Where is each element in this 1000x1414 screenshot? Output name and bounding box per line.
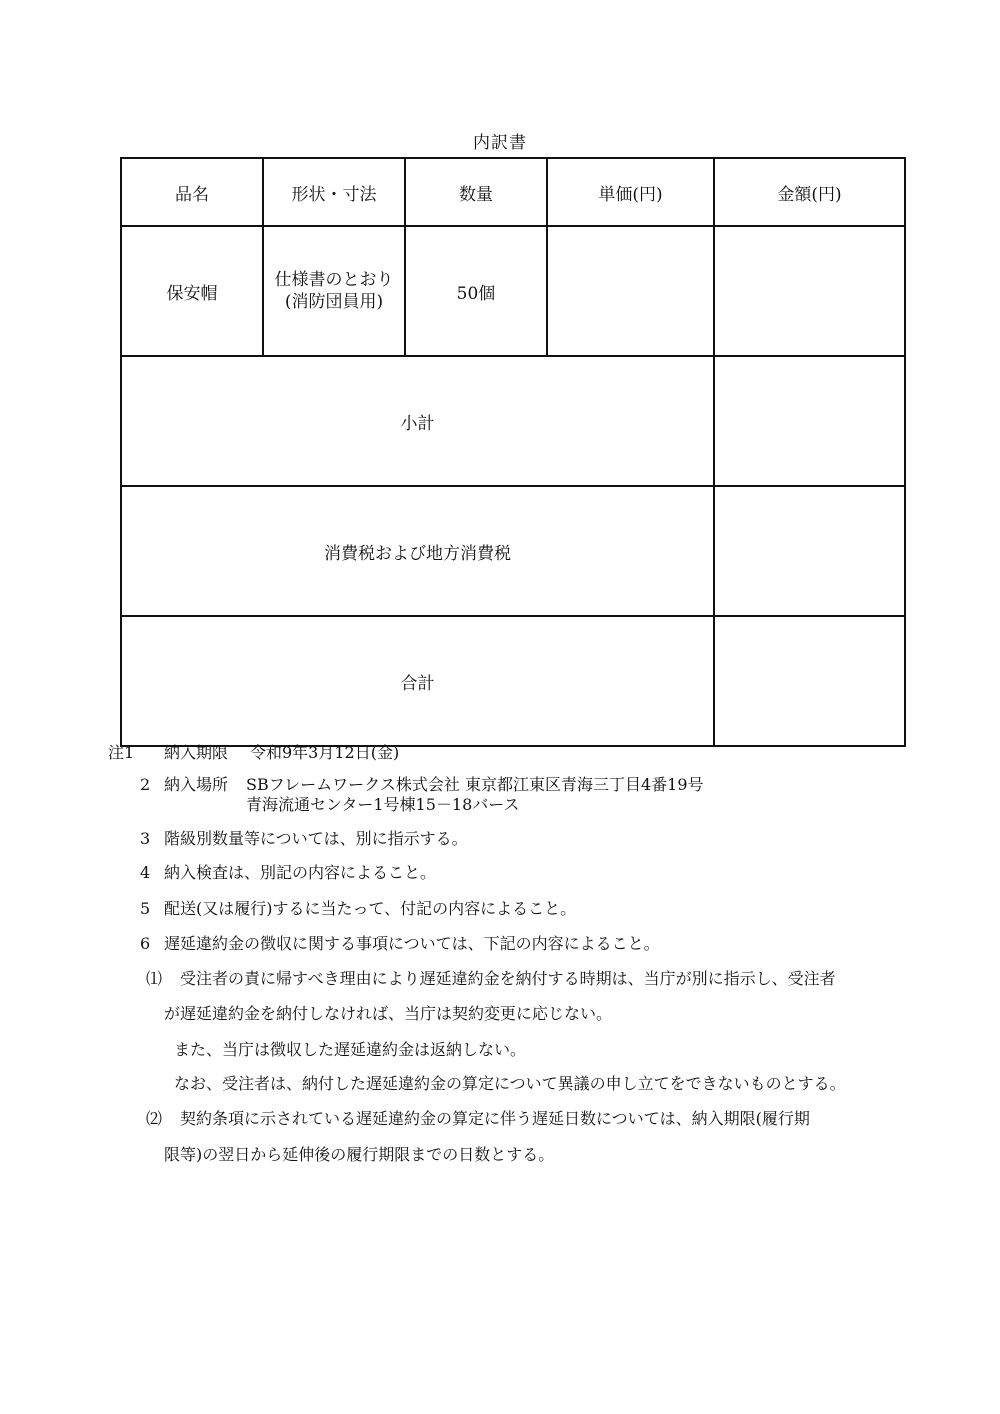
- breakdown-table: [120, 157, 906, 747]
- note-2-number: 2: [140, 775, 151, 794]
- subtotal-label: 小計: [121, 356, 714, 486]
- item-quantity-cell: 50個: [405, 226, 547, 356]
- note-2-label: 納入場所: [164, 775, 229, 794]
- note-6-number: 6: [140, 934, 151, 953]
- note-2-content-line2: 青海流通センター1号棟15－18バース: [246, 795, 520, 814]
- note-3-text: 階級別数量等については、別に指示する。: [164, 829, 468, 848]
- table-row: [121, 226, 905, 356]
- header-unit-price: 単価(円): [547, 158, 714, 226]
- header-quantity: 数量: [405, 158, 547, 226]
- document-title: 内訳書: [473, 133, 527, 153]
- subitem-1-line4: なお、受注者は、納付した遅延違約金の算定について異議の申し立てをできないものとする。: [174, 1074, 846, 1093]
- tax-label: 消費税および地方消費税: [121, 486, 714, 616]
- header-item-name: 品名: [121, 158, 263, 226]
- total-row: [121, 616, 905, 746]
- tax-amount-cell: [714, 486, 905, 616]
- tax-row: [121, 486, 905, 616]
- item-spec-line1: 仕様書のとおり: [274, 270, 394, 290]
- note-6-text: 遅延違約金の徴収に関する事項については、下記の内容によること。: [164, 934, 660, 953]
- subitem-1-line3: また、当庁は徴収した遅延違約金は返納しない。: [174, 1040, 527, 1059]
- note-1-content: 令和9年3月12日(金): [250, 743, 400, 762]
- table-header-row: [121, 158, 905, 226]
- subtotal-row: [121, 356, 905, 486]
- note-4-number: 4: [140, 863, 151, 882]
- note-1-label: 納入期限: [164, 743, 229, 762]
- note-1-number: 注1: [108, 743, 135, 762]
- subitem-1-number: ⑴: [146, 969, 163, 988]
- item-amount-cell: [714, 226, 905, 356]
- total-amount-cell: [714, 616, 905, 746]
- subitem-1-line2: が遅延違約金を納付しなければ、当庁は契約変更に応じない。: [164, 1004, 613, 1023]
- item-spec-line2: (消防団員用): [284, 292, 384, 312]
- note-4-text: 納入検査は、別記の内容によること。: [164, 863, 437, 882]
- note-3-number: 3: [140, 829, 151, 848]
- item-name-cell: 保安帽: [121, 226, 263, 356]
- subtotal-amount-cell: [714, 356, 905, 486]
- header-spec: 形状・寸法: [263, 158, 405, 226]
- item-unit-price-cell: [547, 226, 714, 356]
- subitem-2-number: ⑵: [146, 1109, 163, 1128]
- header-amount: 金額(円): [714, 158, 905, 226]
- total-label: 合計: [121, 616, 714, 746]
- item-spec-cell: [263, 226, 405, 356]
- note-5-number: 5: [140, 899, 151, 918]
- note-5-text: 配送(又は履行)するに当たって、付記の内容によること。: [164, 899, 577, 918]
- subitem-1-line1: 受注者の責に帰すべき理由により遅延違約金を納付する時期は、当庁が別に指示し、受注者: [180, 969, 836, 988]
- note-2-content-line1: SBフレームワークス株式会社 東京都江東区青海三丁目4番19号: [246, 775, 704, 794]
- subitem-2-line1: 契約条項に示されている遅延違約金の算定に伴う遅延日数については、納入期限(履行期: [180, 1109, 810, 1128]
- subitem-2-line2: 限等)の翌日から延伸後の履行期限までの日数とする。: [164, 1145, 555, 1164]
